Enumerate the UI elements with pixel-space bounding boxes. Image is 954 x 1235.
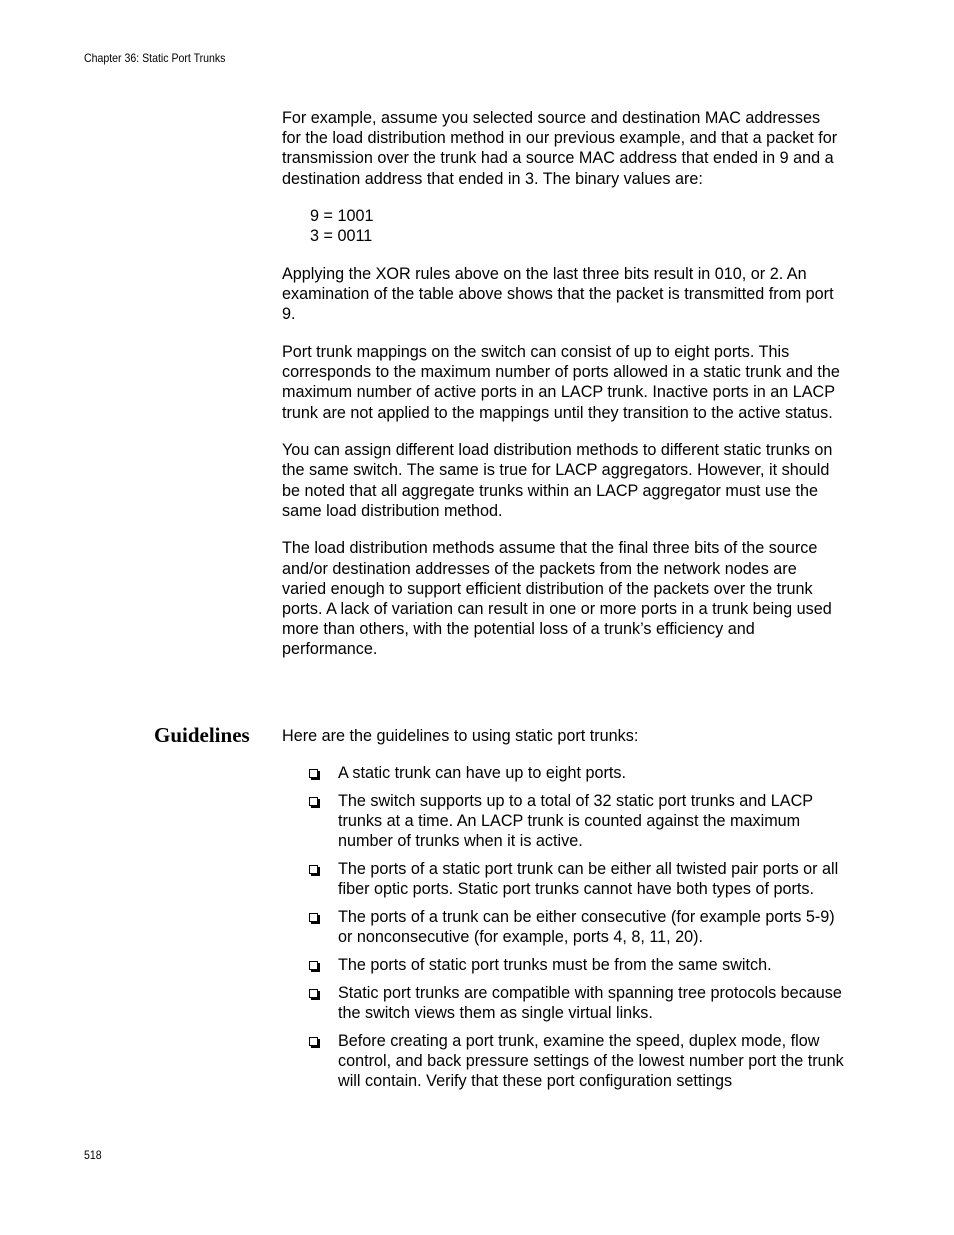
list-item-text: The switch supports up to a total of 32 static port trunks and LACP trunks at a time. An LACP trunk is counted against the maximum number of trunks when it is active. xyxy=(338,791,813,851)
checkbox-bullet-icon xyxy=(309,797,318,806)
binary-value: 9 = 1001 xyxy=(310,207,374,226)
body-text xyxy=(282,108,842,677)
list-item-text: Static port trunks are compatible with spanning tree protocols because the switch views them as single virtual links. xyxy=(338,983,842,1022)
list-item xyxy=(308,907,844,947)
list-item-text: Before creating a port trunk, examine the speed, duplex mode, flow control, and back pressure settings of the lowest number port the trunk will contain. Verify that these port configuration settings xyxy=(338,1031,844,1091)
paragraph: You can assign different load distribution methods to different static trunks on the same switch. The same is true for LACP aggregators. However, it should be noted that all aggregate trunks within an LACP aggregator must use the same load distribution method. xyxy=(282,441,833,520)
paragraph: Port trunk mappings on the switch can consist of up to eight ports. This corresponds to the maximum number of ports allowed in a static trunk and the maximum number of active ports in an LACP trunk. Inactive ports in an LACP trunk are not applied to the mappings until they transition to the active status. xyxy=(282,343,840,422)
list-item-text: A static trunk can have up to eight ports. xyxy=(338,764,626,782)
list-item xyxy=(308,1031,844,1092)
checkbox-bullet-icon xyxy=(309,913,318,922)
binary-value: 3 = 0011 xyxy=(310,227,373,246)
checkbox-bullet-icon xyxy=(309,989,318,998)
list-item xyxy=(308,955,844,975)
paragraph: The load distribution methods assume that the final three bits of the source and/or destination addresses of the packets from the network nodes are varied enough to support efficient distribution of the packets over the trunk ports. A lack of variation can result in one or more ports in a trunk being used more than others, with the potential loss of a trunk’s efficiency and performance. xyxy=(282,539,832,659)
paragraph: Applying the XOR rules above on the last three bits result in 010, or 2. An examination of the table above shows that the packet is transmitted from port 9. xyxy=(282,265,834,324)
running-header: Chapter 36: Static Port Trunks xyxy=(84,51,226,65)
list-item xyxy=(308,983,844,1023)
binary-values xyxy=(310,206,842,246)
list-item-text: The ports of a static port trunk can be either all twisted pair ports or all fiber optic ports. Static port trunks cannot have both types of ports. xyxy=(338,860,839,899)
checkbox-bullet-icon xyxy=(309,1037,318,1046)
page-number: 518 xyxy=(84,1148,102,1162)
checkbox-bullet-icon xyxy=(309,769,318,778)
guidelines-list xyxy=(308,763,844,1099)
guidelines-intro: Here are the guidelines to using static port trunks: xyxy=(282,727,639,745)
list-item xyxy=(308,791,844,852)
section-heading-guidelines: Guidelines xyxy=(154,723,250,747)
list-item xyxy=(308,763,844,783)
intro-paragraph: For example, assume you selected source and destination MAC addresses for the load distribution method in our previous example, and that a packet for transmission over the trunk had a source MAC address that ended in 9 and a destination address that ended in 3. The binary values are: xyxy=(282,109,838,188)
list-item xyxy=(308,859,844,899)
checkbox-bullet-icon xyxy=(309,961,318,970)
list-item-text: The ports of static port trunks must be from the same switch. xyxy=(338,956,772,974)
list-item-text: The ports of a trunk can be either consecutive (for example ports 5-9) or nonconsecutive (for example, ports 4, 8, 11, 20). xyxy=(338,908,835,947)
checkbox-bullet-icon xyxy=(309,865,318,874)
